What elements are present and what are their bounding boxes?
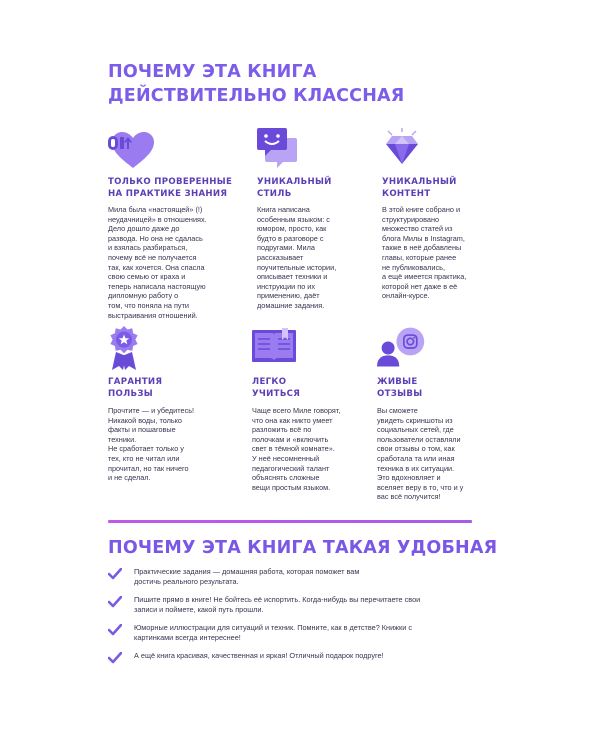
feature-title-line: ПОЛЬЗЫ xyxy=(108,389,153,399)
feature-body-line: поучительные истории, xyxy=(257,262,337,272)
checkmark-icon xyxy=(108,568,122,580)
feature-title-line: ОТЗЫВЫ xyxy=(377,389,423,399)
feature-body-line: и взялась разбираться, xyxy=(108,243,188,253)
feature-body-line: свет в тёмной комнате». xyxy=(252,444,335,454)
list-item-line: записи и поймете, какой путь прошли. xyxy=(134,605,264,614)
feature-body-line: что она как никто умеет xyxy=(252,415,333,425)
feature-body-line: факты и пошаговые xyxy=(108,425,176,435)
feature-body-line: социальных сетей, где xyxy=(377,425,454,435)
list-item-line: картинками всегда интереснее! xyxy=(134,633,241,642)
feature-body-line: дипломную работу о xyxy=(108,291,179,301)
feature-body-line: У неё несомненный xyxy=(252,453,320,463)
feature-title-line: НА ПРАКТИКЕ ЗНАНИЯ xyxy=(108,189,228,199)
feature-body-line: главы, которые ранее xyxy=(382,252,457,262)
main-title-line2: ДЕЙСТВИТЕЛЬНО КЛАССНАЯ xyxy=(108,86,405,106)
feature-body-line: сработала та или иная xyxy=(377,453,455,463)
feature-body xyxy=(108,406,228,483)
feature-body-line: также в неё добавлены xyxy=(382,243,462,253)
feature-body-line: В этой книге собрано и xyxy=(382,205,461,214)
feature-body-line: том, что поняла на пути xyxy=(108,300,190,310)
feature-title-line: УНИКАЛЬНЫЙ xyxy=(257,177,332,187)
feature-body-line: Чаще всего Миле говорят, xyxy=(252,406,341,415)
main-title-line1: ПОЧЕМУ ЭТА КНИГА xyxy=(108,62,317,82)
feature-body xyxy=(257,205,377,311)
feature-body-line: вселяет веру в то, что и у xyxy=(377,482,464,492)
feature-body-line: особенным языком: с xyxy=(257,214,330,224)
feature-title-line: ГАРАНТИЯ xyxy=(108,377,163,387)
feature-body-line: теперь написала настоящую xyxy=(108,281,206,291)
feature-body-line: вещи простым языком. xyxy=(252,482,331,492)
feature-body-line: Не сработает только у xyxy=(108,444,184,454)
feature-body-line: применению, даёт xyxy=(257,291,320,301)
feature-body-line: тех, кто не читал или xyxy=(108,453,180,463)
feature-body-line: Мила была «настоящей» (!) xyxy=(108,205,203,214)
feature-body-line: прочитал, но так ничего xyxy=(108,463,189,473)
feature-body-line: вас всё получится! xyxy=(377,492,441,502)
feature-body xyxy=(252,406,372,492)
feature-body-line: пользователи оставляли xyxy=(377,434,461,444)
feature-body-line: неудачницей» в отношениях. xyxy=(108,214,207,224)
feature-title-line: СТИЛЬ xyxy=(257,189,292,199)
section-divider xyxy=(108,520,472,523)
feature-body-line: юмором, просто, как xyxy=(257,224,327,234)
diamond-icon xyxy=(382,128,432,172)
feature-body-line: описывает техники и xyxy=(257,272,328,282)
chat-smile-icon xyxy=(257,128,307,172)
feature-title-line: УНИКАЛЬНЫЙ xyxy=(382,177,457,187)
feature-body-line: Дело дошло даже до xyxy=(108,224,180,234)
feature-body-line: и не сделал. xyxy=(108,473,151,483)
checkmark-icon xyxy=(108,596,122,608)
feature-title-line: ЖИВЫЕ xyxy=(377,377,418,387)
feature-body-line: блога Милы в Instagram, xyxy=(382,233,465,243)
feature-body-line: разложить всё по xyxy=(252,425,312,435)
convenience-title: ПОЧЕМУ ЭТА КНИГА ТАКАЯ УДОБНАЯ xyxy=(108,538,498,558)
feature-title-line: ТОЛЬКО ПРОВЕРЕННЫЕ xyxy=(108,177,233,187)
feature-body-line: будто в разговоре с xyxy=(257,233,324,243)
feature-body-line: техники. xyxy=(108,434,137,444)
feature-body-line: так, как хочется. Она спасла xyxy=(108,262,205,272)
badge-star-icon xyxy=(108,326,158,370)
list-item-line: Пишите прямо в книге! Не бойтесь её испортить. Когда-нибудь вы перечитаете свои xyxy=(134,595,421,604)
feature-body-line: Никакой воды, только xyxy=(108,415,182,425)
feature-body-line: домашние задания. xyxy=(257,300,325,310)
feature-body-line: Это вдохновляет и xyxy=(377,473,441,483)
feature-body-line: не публиковались, xyxy=(382,262,445,272)
feature-body-line: свои отзывы о том, как xyxy=(377,444,455,454)
feature-body-line: которой нет даже в её xyxy=(382,281,458,291)
feature-body xyxy=(382,205,502,301)
list-item-line: А ещё книга красивая, качественная и яркая! Отличный подарок подруге! xyxy=(134,651,384,660)
feature-body-line: техника в их ситуации. xyxy=(377,463,455,473)
feature-body-line: онлайн-курсе. xyxy=(382,291,430,301)
feature-body-line: инструкции по их xyxy=(257,281,316,291)
feature-body-line: почему всё не получается xyxy=(108,252,197,262)
feature-body-line: выстраивания отношений. xyxy=(108,310,198,320)
feature-body-line: развода. Но она не сдалась xyxy=(108,233,203,243)
feature-body-line: рассказывает xyxy=(257,252,304,262)
feature-body-line: свою семью от краха и xyxy=(108,272,186,282)
list-item-line: Юморные иллюстрации для ситуаций и техник. Помните, как в детстве? Книжки с xyxy=(134,623,412,632)
checkmark-icon xyxy=(108,652,122,664)
feature-title-line: КОНТЕНТ xyxy=(382,189,431,199)
feature-body-line: множество статей из xyxy=(382,224,453,234)
open-book-icon xyxy=(252,326,302,370)
feature-body-line: подругами. Мила xyxy=(257,243,315,253)
feature-body-line: педагогический талант xyxy=(252,463,330,473)
checkmark-icon xyxy=(108,624,122,636)
feature-body-line: объяснять сложные xyxy=(252,473,320,483)
feature-title-line: ЛЕГКО xyxy=(252,377,287,387)
list-item-line: Практические задания — домашняя работа, которая поможет вам xyxy=(134,567,360,576)
feature-body-line: увидеть скриншоты из xyxy=(377,415,453,425)
heart-icon xyxy=(108,128,158,172)
feature-body-line: а ещё имеется практика, xyxy=(382,272,467,282)
feature-body-line: Вы сможете xyxy=(377,406,418,415)
feature-body xyxy=(108,205,228,320)
feature-body xyxy=(377,406,497,502)
feature-body-line: полочкам и «включить xyxy=(252,434,329,444)
feature-body-line: Прочтите — и убедитесь! xyxy=(108,406,195,415)
feature-body-line: Книга написана xyxy=(257,205,310,214)
list-item-line: достичь реального результата. xyxy=(134,577,239,586)
feature-title-line: УЧИТЬСЯ xyxy=(252,389,301,399)
feature-body-line: структурировано xyxy=(382,214,440,224)
instagram-person-icon xyxy=(377,326,427,370)
